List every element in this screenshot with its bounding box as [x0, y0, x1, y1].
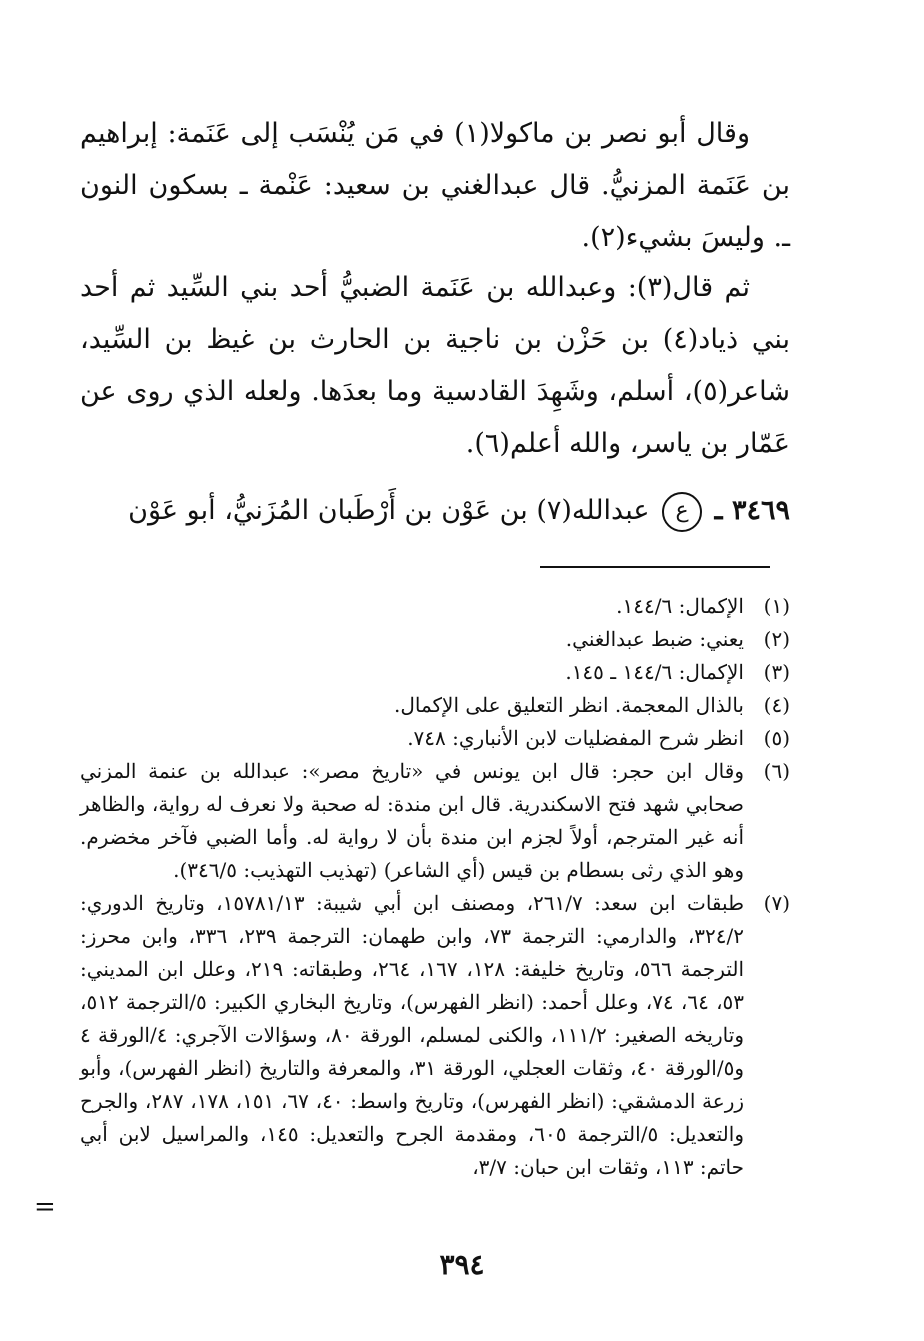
footnote-text: طبقات ابن سعد: ٢٦١/٧، ومصنف ابن أبي شيبة: ١٥٧٨١/١٣، وتاريخ الدوري: ٣٢٤/٢، والدارمي: الترجمة ٧٣، وابن طهمان: الترجمة ٢٣٩، ٣٣٦، وابن محرز: الترجمة ٥٦٦، وتاريخ خليفة: ١٢٨، ١٦٧، ٢٦٤، وطبقاته: ٢١٩، وعلل ابن المديني: ٥٣، ٦٤، ٧٤، وعلل أحمد: (انظر الفهرس)، وتاريخ البخاري الكبير: ٥/الترجمة ٥١٢، وتاريخه الصغير: ١١١/٢، والكنى لمسلم، الورقة ٨٠، وسؤالات الآجري: ٤/الورقة ٤ و٥/الورقة ٤٠، وثقات العجلي، الورقة ٣١، والمعرفة والتاريخ (انظر الفهرس)، وأبو زرعة الدمشقي: (انظر الفهرس)، وتاريخ واسط: ٤٠، ٦٧، ١٥١، ١٧٨، ٢٨٧، والجرح والتعديل: ٥/الترجمة ٦٠٥، ومقدمة الجرح والتعديل: ١٤٥، والمراسيل لابن أبي حاتم: ١١٣، وثقات ابن حبان: ٣/٧،: [80, 891, 745, 1179]
footnote-text: انظر شرح المفضليات لابن الأنباري: ٧٤٨.: [407, 726, 744, 750]
entry-number: ٣٤٦٩ ـ: [714, 495, 790, 526]
footnote-number: (١): [763, 594, 790, 618]
footnote-text: وقال ابن حجر: قال ابن يونس في «تاريخ مصر»: عبدالله بن عنمة المزني صحابي شهد فتح الاسكندرية. قال ابن مندة: له صحبة ولا نعرف له رواية، والظاهر أنه غير المترجم، أولاً لجزم ابن مندة بأن لا رواية له. وأما الضبي فآخر مخضرم. وهو الذي رثى بسطام بن قيس (أي الشاعر) (تهذيب التهذيب: ٣٤٦/٥).: [80, 759, 744, 882]
footnote-number: (٤): [763, 693, 790, 717]
footnote-text: يعني: ضبط عبدالغني.: [565, 627, 744, 651]
footnote-number: (٦): [763, 759, 790, 783]
main-paragraph-1: [80, 108, 790, 264]
footnote-number: (٥): [763, 726, 790, 750]
footnote-text: الإكمال: ١٤٤/٦ ـ ١٤٥.: [565, 660, 744, 684]
page-number: ٣٩٤: [439, 1248, 485, 1281]
continuation-mark: =: [34, 1192, 56, 1222]
biography-entry-heading: [80, 485, 790, 537]
footnote: [80, 722, 790, 755]
footnote: [80, 755, 790, 887]
footnote: [80, 590, 790, 623]
footnote: [80, 689, 790, 722]
footnote-text: الإكمال: ١٤٤/٦.: [616, 594, 744, 618]
footnote-separator: [540, 566, 770, 568]
paragraph-text: وقال أبو نصر بن ماكولا(١) في مَن يُنْسَب إلى عَنَمة: إبراهيم بن عَنَمة المزنيُّ. قال عبدالغني بن سعيد: عَنْمة ـ بسكون النون ـ. وليسَ بشيء(٢).: [80, 118, 790, 253]
footnote: [80, 623, 790, 656]
source-badge: ع: [662, 492, 702, 532]
footnote-text: بالذال المعجمة. انظر التعليق على الإكمال.: [393, 693, 744, 717]
main-paragraph-2: [80, 262, 790, 470]
footnote-number: (٣): [763, 660, 790, 684]
footnote-number: (٧): [763, 891, 790, 915]
footnote: [80, 656, 790, 689]
footnote: [80, 887, 790, 1184]
entry-title: عبدالله(٧) بن عَوْن بن أَرْطَبان المُزَنيُّ، أبو عَوْن: [128, 495, 650, 526]
footnotes: [80, 590, 790, 1184]
footnote-number: (٢): [763, 627, 790, 651]
paragraph-text: ثم قال(٣): وعبدالله بن عَنَمة الضبيُّ أحد بني السِّيد ثم أحد بني ذياد(٤) بن حَزْن بن ناجية بن الحارث بن غيظ بن السِّيد، شاعر(٥)، أسلم، وشَهِدَ القادسية وما بعدَها. ولعله الذي روى عن عَمّار بن ياسر، والله أعلم(٦).: [80, 272, 790, 459]
